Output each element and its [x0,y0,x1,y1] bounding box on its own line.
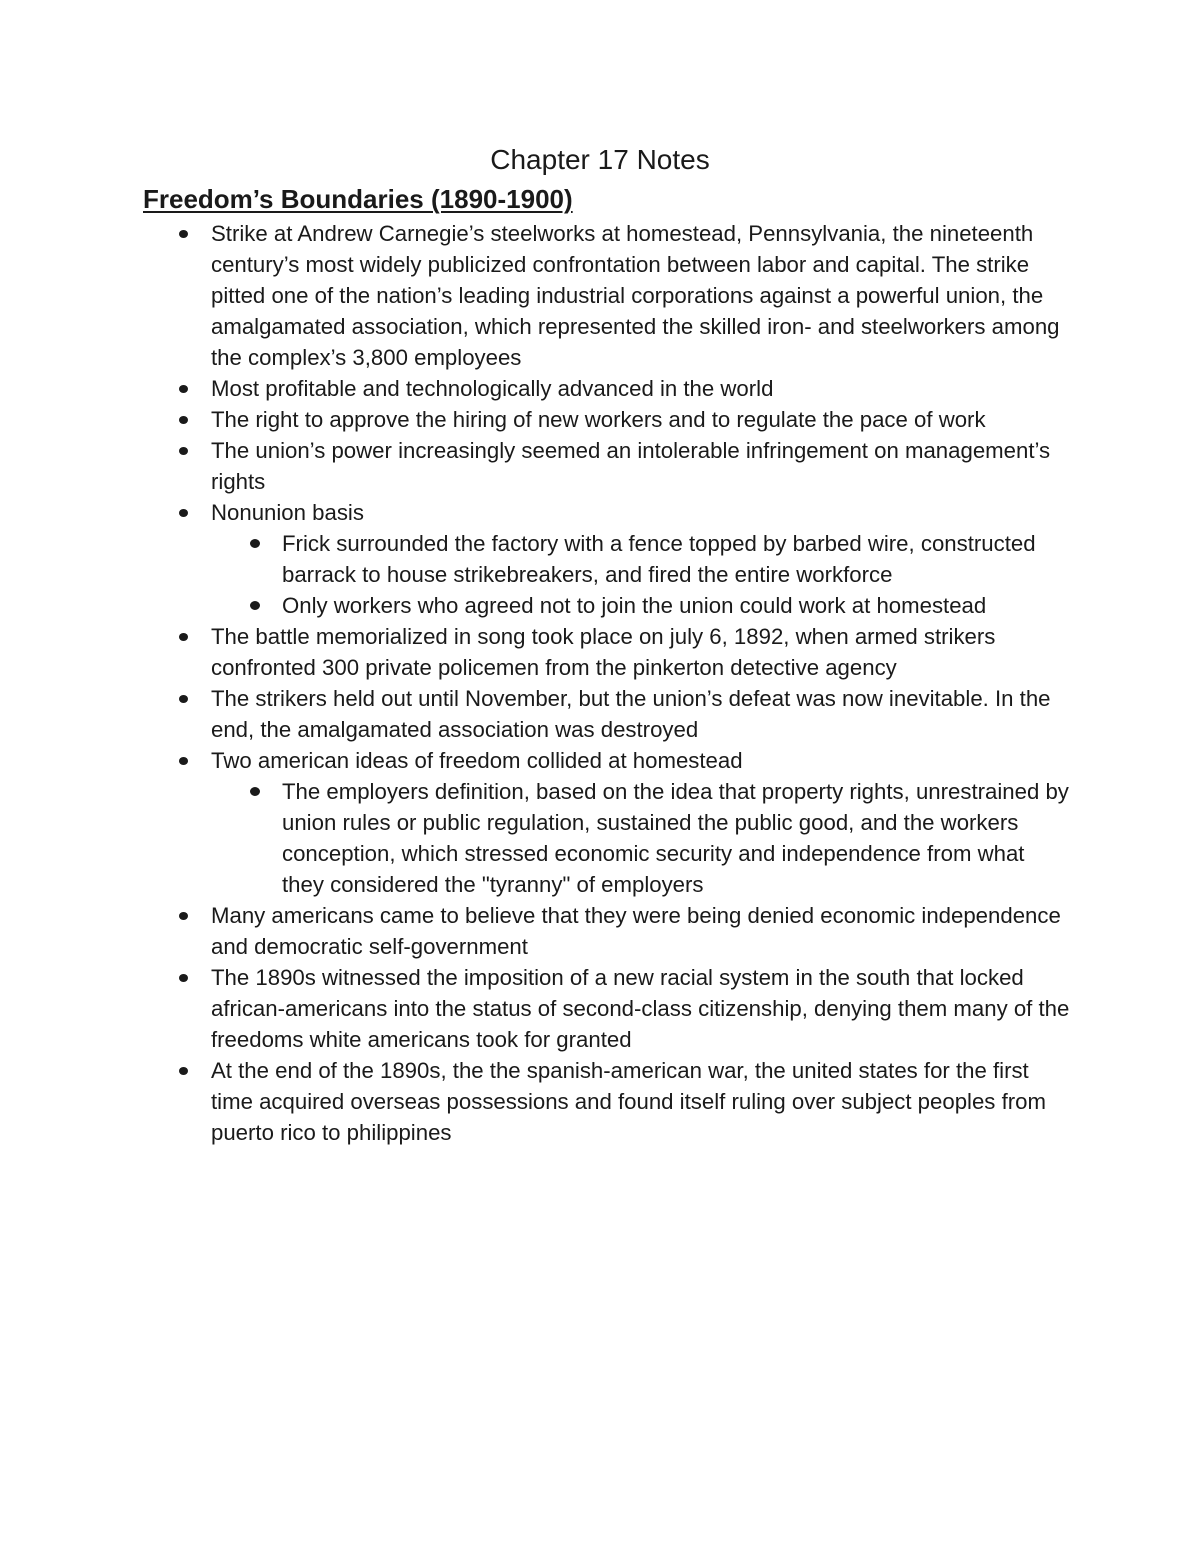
list-item [0,435,1071,497]
list-item-text: The 1890s witnessed the imposition of a new racial system in the south that locked african-americans into the status of second-class citizenship, denying them many of the freedoms white americans took for granted [211,965,1070,1052]
bullet-dot-icon [179,974,188,982]
bullet-dot-icon [179,385,188,393]
list-item [0,962,1071,1055]
list-item [0,900,1071,962]
bullet-dot-icon [179,1067,188,1075]
list-item-text: The union’s power increasingly seemed an intolerable infringement on management’s rights [211,438,1051,494]
document-title: Chapter 17 Notes [490,144,710,175]
list-item-text: The strikers held out until November, but the union’s defeat was now inevitable. In the end, the amalgamated association was destroyed [211,686,1051,742]
list-item-text: Many americans came to believe that they were being denied economic independence and democratic self-government [211,903,1061,959]
bullet-dot-icon [179,509,188,517]
bullet-circle-icon [250,539,260,548]
bullet-dot-icon [179,757,188,765]
notes-list [0,218,1200,1148]
list-item-text: Strike at Andrew Carnegie’s steelworks at homestead, Pennsylvania, the nineteenth century’s most widely publicized confrontation between labor and capital. The strike pitted one of the nation’s leading industrial corporations against a powerful union, the amalgamated association, which represented the skilled iron- and steelworkers among the complex’s 3,800 employees [211,221,1060,370]
bullet-dot-icon [179,230,188,238]
list-item [0,1055,1071,1148]
sub-list-item-text: The employers definition, based on the idea that property rights, unrestrained by union rules or public regulation, sustained the public good, and the workers conception, which stressed economic security and independence from what they considered the "tyranny" of employers [282,779,1069,897]
bullet-circle-icon [250,787,260,796]
bullet-dot-icon [179,447,188,455]
list-item-text: Most profitable and technologically advanced in the world [211,376,774,401]
list-item [0,683,1071,745]
bullet-dot-icon [179,416,188,424]
list-item-text: Nonunion basis [211,500,364,525]
sub-list-item-text: Frick surrounded the factory with a fence topped by barbed wire, constructed barrack to house strikebreakers, and fired the entire workforce [282,531,1036,587]
list-item-text: The battle memorialized in song took place on july 6, 1892, when armed strikers confronted 300 private policemen from the pinkerton detective agency [211,624,996,680]
list-item [0,621,1071,683]
sub-list-item [282,590,1072,621]
list-item [0,404,1071,435]
sub-list-item-text: Only workers who agreed not to join the union could work at homestead [282,593,987,618]
bullet-dot-icon [179,633,188,641]
list-item-text: Two american ideas of freedom collided at homestead [211,748,743,773]
list-item [0,497,1071,621]
sub-list [211,776,1071,900]
sub-list-item [282,776,1072,900]
bullet-dot-icon [179,912,188,920]
bullet-circle-icon [250,601,260,610]
sub-list [211,528,1071,621]
list-item [0,373,1071,404]
bullet-dot-icon [179,695,188,703]
list-item-text: At the end of the 1890s, the the spanish-american war, the united states for the first time acquired overseas possessions and found itself ruling over subject peoples from puerto rico to philippines [211,1058,1046,1145]
list-item [0,218,1071,373]
section-heading: Freedom’s Boundaries (1890-1900) [143,184,573,214]
list-item [0,745,1071,900]
sub-list-item [282,528,1072,590]
list-item-text: The right to approve the hiring of new workers and to regulate the pace of work [211,407,986,432]
